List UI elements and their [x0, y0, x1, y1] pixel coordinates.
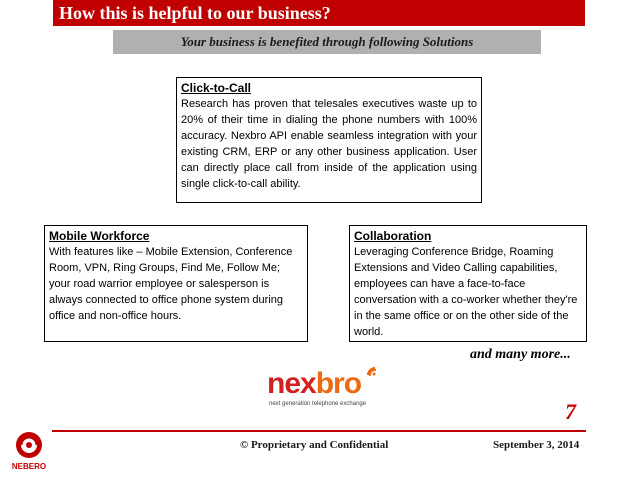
click-to-call-body: Research has proven that telesales executives waste up to 20% of their time in dialing the phone numbers with 100% accuracy. Nexbro API enable seamless integration with your existing CRM, ERP or any other business application. User can directly place call from inside of the application using single click-to-call ability.	[181, 98, 477, 190]
footer-divider	[52, 430, 586, 432]
nexbro-tagline: next generation telephone exchange	[269, 401, 367, 407]
page-number: 7	[565, 399, 576, 424]
wifi-signal-icon	[366, 366, 382, 382]
mobile-workforce-heading: Mobile Workforce	[49, 229, 150, 243]
slide-subtitle: Your business is benefited through following Solutions	[113, 30, 541, 54]
click-to-call-heading: Click-to-Call	[181, 81, 252, 95]
collaboration-body: Leveraging Conference Bridge, Roaming Extensions and Video Calling capabilities, employees can have a face-to-face conversation with a co-worker whether they're in the same office or on the other side of the world.	[354, 246, 578, 338]
nebero-swirl-icon	[6, 428, 52, 462]
footer-date: September 3, 2014	[493, 439, 580, 451]
footer-confidential: © Proprietary and Confidential	[240, 439, 389, 451]
logo-part-bro: bro	[315, 367, 362, 400]
slide-title: How this is helpful to our business?	[53, 0, 585, 26]
collaboration-box	[349, 225, 587, 342]
mobile-workforce-box	[44, 225, 308, 342]
nebero-brand-text: NEBERO	[11, 462, 47, 471]
and-many-more-text: and many more...	[470, 347, 571, 362]
nebero-logo	[6, 428, 52, 476]
nexbro-logo-text	[267, 368, 361, 400]
collaboration-heading: Collaboration	[354, 229, 432, 243]
mobile-workforce-body: With features like – Mobile Extension, Conference Room, VPN, Ring Groups, Find Me, Follow Me; your road warrior employee or salesperson is always connected to office phone system during office and non-office hours.	[49, 246, 293, 322]
logo-part-nex: nex	[267, 367, 316, 400]
nexbro-logo	[267, 368, 387, 412]
click-to-call-box	[176, 77, 482, 203]
